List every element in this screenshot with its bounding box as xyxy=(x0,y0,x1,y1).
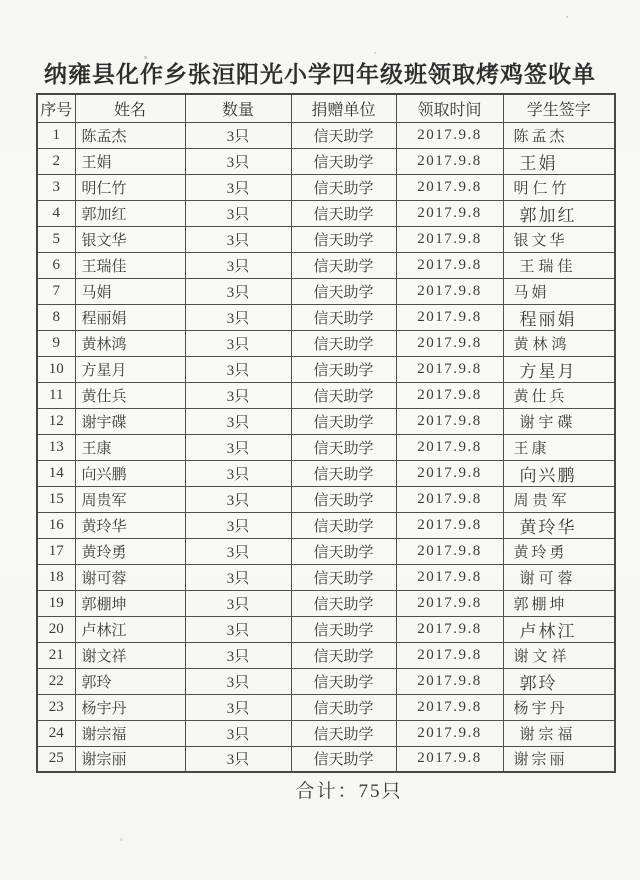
table-row xyxy=(37,122,615,148)
table-row xyxy=(37,720,615,746)
cell-quantity: 3只 xyxy=(185,252,291,278)
cell-donor-unit: 信天助学 xyxy=(291,304,396,330)
cell-student-name: 郭棚坤 xyxy=(75,590,185,616)
cell-student-signature: 谢宗福 xyxy=(503,720,615,746)
table-row xyxy=(37,408,615,434)
cell-quantity: 3只 xyxy=(185,148,291,174)
scan-speck xyxy=(144,56,147,59)
cell-row-number: 24 xyxy=(37,720,75,746)
cell-row-number: 7 xyxy=(37,278,75,304)
cell-student-signature: 王瑞佳 xyxy=(503,252,615,278)
cell-student-name: 方星月 xyxy=(75,356,185,382)
cell-student-signature: 王娟 xyxy=(503,148,615,174)
cell-receipt-date: 2017.9.8 xyxy=(396,174,503,200)
cell-quantity: 3只 xyxy=(185,434,291,460)
column-header-date: 领取时间 xyxy=(396,94,503,122)
table-row xyxy=(37,616,615,642)
cell-quantity: 3只 xyxy=(185,174,291,200)
cell-receipt-date: 2017.9.8 xyxy=(396,200,503,226)
cell-donor-unit: 信天助学 xyxy=(291,746,396,772)
cell-donor-unit: 信天助学 xyxy=(291,434,396,460)
column-header-quantity: 数量 xyxy=(185,94,291,122)
table-row xyxy=(37,252,615,278)
cell-student-name: 谢宗福 xyxy=(75,720,185,746)
cell-donor-unit: 信天助学 xyxy=(291,460,396,486)
cell-student-signature: 郭加红 xyxy=(503,200,615,226)
cell-quantity: 3只 xyxy=(185,408,291,434)
table-row xyxy=(37,330,615,356)
table-row xyxy=(37,746,615,772)
cell-donor-unit: 信天助学 xyxy=(291,226,396,252)
cell-receipt-date: 2017.9.8 xyxy=(396,720,503,746)
cell-donor-unit: 信天助学 xyxy=(291,382,396,408)
cell-student-name: 黄仕兵 xyxy=(75,382,185,408)
cell-receipt-date: 2017.9.8 xyxy=(396,694,503,720)
cell-row-number: 23 xyxy=(37,694,75,720)
cell-row-number: 10 xyxy=(37,356,75,382)
table-row xyxy=(37,304,615,330)
cell-receipt-date: 2017.9.8 xyxy=(396,304,503,330)
cell-quantity: 3只 xyxy=(185,616,291,642)
column-header-name: 姓名 xyxy=(75,94,185,122)
scan-speck xyxy=(374,52,376,54)
cell-student-name: 黄林鸿 xyxy=(75,330,185,356)
cell-row-number: 18 xyxy=(37,564,75,590)
cell-donor-unit: 信天助学 xyxy=(291,408,396,434)
cell-student-signature: 谢文祥 xyxy=(503,642,615,668)
table-row xyxy=(37,590,615,616)
cell-receipt-date: 2017.9.8 xyxy=(396,122,503,148)
cell-row-number: 22 xyxy=(37,668,75,694)
column-header-signature: 学生签字 xyxy=(503,94,615,122)
cell-receipt-date: 2017.9.8 xyxy=(396,278,503,304)
cell-student-signature: 王康 xyxy=(503,434,615,460)
cell-row-number: 4 xyxy=(37,200,75,226)
cell-student-name: 陈孟杰 xyxy=(75,122,185,148)
header-row xyxy=(37,94,615,122)
cell-receipt-date: 2017.9.8 xyxy=(396,616,503,642)
cell-receipt-date: 2017.9.8 xyxy=(396,330,503,356)
cell-quantity: 3只 xyxy=(185,512,291,538)
cell-row-number: 5 xyxy=(37,226,75,252)
table-row xyxy=(37,694,615,720)
cell-receipt-date: 2017.9.8 xyxy=(396,642,503,668)
cell-row-number: 6 xyxy=(37,252,75,278)
cell-receipt-date: 2017.9.8 xyxy=(396,512,503,538)
table-header xyxy=(37,94,615,122)
table-row xyxy=(37,486,615,512)
cell-student-name: 杨宇丹 xyxy=(75,694,185,720)
cell-row-number: 8 xyxy=(37,304,75,330)
cell-quantity: 3只 xyxy=(185,694,291,720)
cell-row-number: 15 xyxy=(37,486,75,512)
cell-donor-unit: 信天助学 xyxy=(291,590,396,616)
cell-row-number: 1 xyxy=(37,122,75,148)
total-summary: 合计：75只 xyxy=(295,781,403,802)
cell-row-number: 12 xyxy=(37,408,75,434)
cell-row-number: 11 xyxy=(37,382,75,408)
page-title: 纳雍县化作乡张洹阳光小学四年级班领取烤鸡签收单 xyxy=(44,61,596,87)
cell-row-number: 13 xyxy=(37,434,75,460)
cell-receipt-date: 2017.9.8 xyxy=(396,486,503,512)
cell-student-signature: 谢宇碟 xyxy=(503,408,615,434)
cell-row-number: 2 xyxy=(37,148,75,174)
cell-receipt-date: 2017.9.8 xyxy=(396,460,503,486)
cell-donor-unit: 信天助学 xyxy=(291,668,396,694)
cell-student-name: 明仁竹 xyxy=(75,174,185,200)
cell-quantity: 3只 xyxy=(185,304,291,330)
cell-receipt-date: 2017.9.8 xyxy=(396,408,503,434)
column-header-no: 序号 xyxy=(37,94,75,122)
cell-donor-unit: 信天助学 xyxy=(291,122,396,148)
cell-student-signature: 卢林江 xyxy=(503,616,615,642)
cell-donor-unit: 信天助学 xyxy=(291,564,396,590)
column-header-donor: 捐赠单位 xyxy=(291,94,396,122)
cell-student-name: 程丽娟 xyxy=(75,304,185,330)
cell-student-signature: 黄林鸿 xyxy=(503,330,615,356)
cell-student-name: 黄玲华 xyxy=(75,512,185,538)
table-row xyxy=(37,200,615,226)
cell-receipt-date: 2017.9.8 xyxy=(396,434,503,460)
cell-quantity: 3只 xyxy=(185,330,291,356)
cell-quantity: 3只 xyxy=(185,278,291,304)
cell-receipt-date: 2017.9.8 xyxy=(396,538,503,564)
cell-row-number: 20 xyxy=(37,616,75,642)
cell-student-signature: 明仁竹 xyxy=(503,174,615,200)
cell-student-name: 王瑞佳 xyxy=(75,252,185,278)
cell-receipt-date: 2017.9.8 xyxy=(396,668,503,694)
cell-donor-unit: 信天助学 xyxy=(291,200,396,226)
cell-donor-unit: 信天助学 xyxy=(291,174,396,200)
cell-student-name: 谢可蓉 xyxy=(75,564,185,590)
cell-student-signature: 方星月 xyxy=(503,356,615,382)
cell-row-number: 3 xyxy=(37,174,75,200)
table-row xyxy=(37,278,615,304)
cell-receipt-date: 2017.9.8 xyxy=(396,746,503,772)
cell-row-number: 14 xyxy=(37,460,75,486)
table-row xyxy=(37,460,615,486)
cell-donor-unit: 信天助学 xyxy=(291,720,396,746)
cell-donor-unit: 信天助学 xyxy=(291,616,396,642)
table-body xyxy=(37,122,615,772)
cell-student-signature: 黄玲华 xyxy=(503,512,615,538)
cell-quantity: 3只 xyxy=(185,460,291,486)
cell-quantity: 3只 xyxy=(185,356,291,382)
table-row xyxy=(37,668,615,694)
scan-speck xyxy=(566,16,568,18)
cell-student-signature: 程丽娟 xyxy=(503,304,615,330)
cell-donor-unit: 信天助学 xyxy=(291,148,396,174)
cell-student-name: 谢文祥 xyxy=(75,642,185,668)
cell-student-name: 马娟 xyxy=(75,278,185,304)
cell-row-number: 16 xyxy=(37,512,75,538)
cell-student-name: 谢宇碟 xyxy=(75,408,185,434)
table-row xyxy=(37,564,615,590)
cell-quantity: 3只 xyxy=(185,382,291,408)
table-row xyxy=(37,226,615,252)
cell-row-number: 17 xyxy=(37,538,75,564)
cell-donor-unit: 信天助学 xyxy=(291,330,396,356)
cell-row-number: 19 xyxy=(37,590,75,616)
cell-donor-unit: 信天助学 xyxy=(291,486,396,512)
cell-quantity: 3只 xyxy=(185,226,291,252)
cell-student-signature: 马娟 xyxy=(503,278,615,304)
cell-quantity: 3只 xyxy=(185,538,291,564)
cell-quantity: 3只 xyxy=(185,590,291,616)
cell-receipt-date: 2017.9.8 xyxy=(396,356,503,382)
table-row xyxy=(37,356,615,382)
cell-row-number: 9 xyxy=(37,330,75,356)
cell-student-name: 银文华 xyxy=(75,226,185,252)
cell-receipt-date: 2017.9.8 xyxy=(396,382,503,408)
cell-student-signature: 向兴鹏 xyxy=(503,460,615,486)
cell-student-signature: 谢可蓉 xyxy=(503,564,615,590)
cell-quantity: 3只 xyxy=(185,668,291,694)
cell-receipt-date: 2017.9.8 xyxy=(396,148,503,174)
cell-student-signature: 银文华 xyxy=(503,226,615,252)
receipt-table xyxy=(36,93,616,773)
cell-student-name: 王娟 xyxy=(75,148,185,174)
cell-donor-unit: 信天助学 xyxy=(291,694,396,720)
cell-student-signature: 杨宇丹 xyxy=(503,694,615,720)
cell-quantity: 3只 xyxy=(185,564,291,590)
cell-student-signature: 黄玲勇 xyxy=(503,538,615,564)
table-row xyxy=(37,642,615,668)
cell-student-signature: 谢宗丽 xyxy=(503,746,615,772)
cell-row-number: 25 xyxy=(37,746,75,772)
cell-quantity: 3只 xyxy=(185,720,291,746)
cell-student-signature: 郭棚坤 xyxy=(503,590,615,616)
cell-donor-unit: 信天助学 xyxy=(291,642,396,668)
cell-student-signature: 周贵军 xyxy=(503,486,615,512)
table-row xyxy=(37,174,615,200)
cell-student-signature: 黄仕兵 xyxy=(503,382,615,408)
cell-quantity: 3只 xyxy=(185,486,291,512)
cell-student-signature: 郭玲 xyxy=(503,668,615,694)
cell-quantity: 3只 xyxy=(185,746,291,772)
cell-donor-unit: 信天助学 xyxy=(291,252,396,278)
table-row xyxy=(37,434,615,460)
cell-donor-unit: 信天助学 xyxy=(291,538,396,564)
table-row xyxy=(37,538,615,564)
table-row xyxy=(37,382,615,408)
cell-student-name: 郭玲 xyxy=(75,668,185,694)
cell-student-signature: 陈孟杰 xyxy=(503,122,615,148)
cell-receipt-date: 2017.9.8 xyxy=(396,590,503,616)
cell-student-name: 向兴鹏 xyxy=(75,460,185,486)
cell-receipt-date: 2017.9.8 xyxy=(396,226,503,252)
table-row xyxy=(37,148,615,174)
cell-receipt-date: 2017.9.8 xyxy=(396,564,503,590)
cell-quantity: 3只 xyxy=(185,642,291,668)
cell-quantity: 3只 xyxy=(185,122,291,148)
cell-student-name: 王康 xyxy=(75,434,185,460)
cell-student-name: 谢宗丽 xyxy=(75,746,185,772)
cell-row-number: 21 xyxy=(37,642,75,668)
cell-student-name: 郭加红 xyxy=(75,200,185,226)
table-row xyxy=(37,512,615,538)
cell-student-name: 卢林江 xyxy=(75,616,185,642)
cell-student-name: 周贵军 xyxy=(75,486,185,512)
cell-student-name: 黄玲勇 xyxy=(75,538,185,564)
cell-receipt-date: 2017.9.8 xyxy=(396,252,503,278)
scan-speck xyxy=(120,838,123,841)
cell-donor-unit: 信天助学 xyxy=(291,356,396,382)
cell-donor-unit: 信天助学 xyxy=(291,512,396,538)
cell-quantity: 3只 xyxy=(185,200,291,226)
cell-donor-unit: 信天助学 xyxy=(291,278,396,304)
